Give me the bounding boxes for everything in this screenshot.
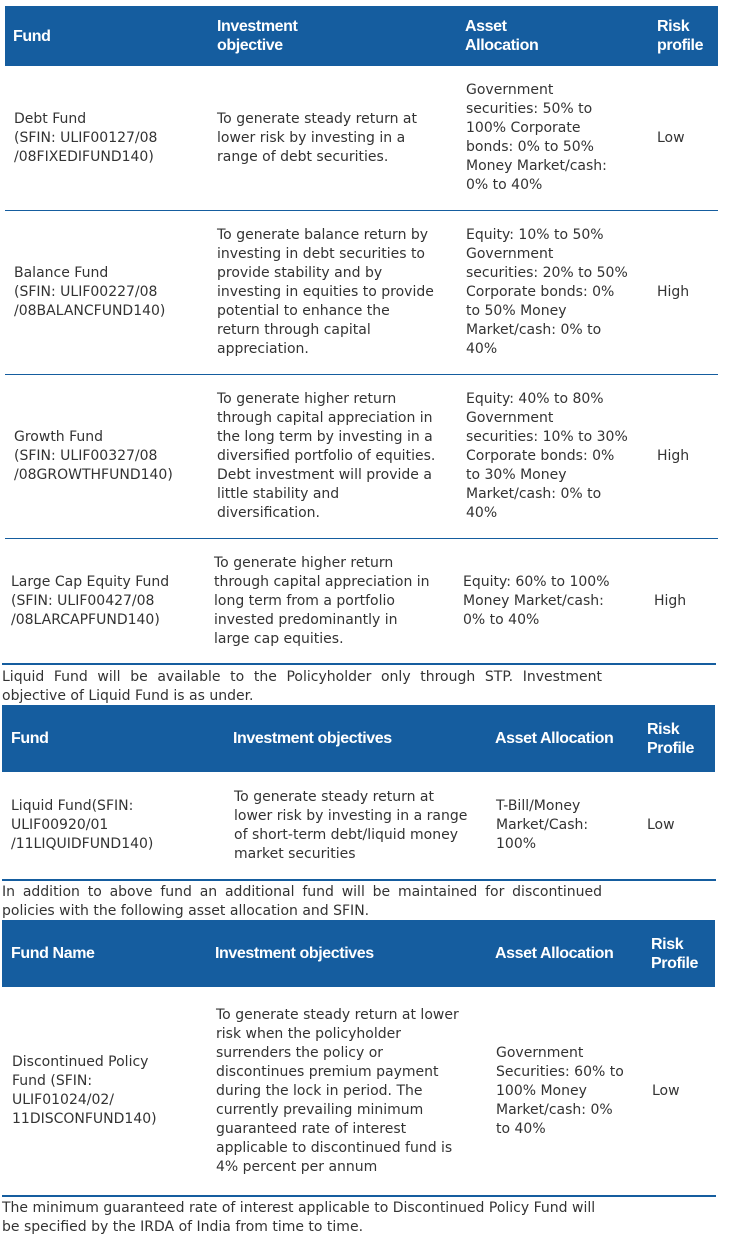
liquid-fund-table — [2, 705, 715, 879]
table-row — [2, 772, 715, 879]
column-header-risk-profile: Risk Profile — [651, 935, 698, 972]
column-header-asset-allocation: Asset Allocation — [465, 18, 539, 54]
investment-objective: To generate steady return at lower risk by investing in a range of short-term debt/liquid money market securities — [234, 788, 468, 862]
column-header-asset-allocation: Asset Allocation — [495, 730, 614, 747]
column-header-fund: Fund — [11, 730, 49, 747]
column-header-investment-objective: Investment objective — [217, 18, 298, 54]
table-row — [5, 539, 718, 663]
table-row — [5, 66, 718, 210]
risk-profile: Low — [652, 1082, 680, 1099]
fund-name: Discontinued Policy Fund (SFIN: ULIF01024/02/ 11DISCONFUND140) — [12, 1054, 157, 1127]
table-row — [2, 987, 715, 1195]
column-header-asset-allocation: Asset Allocation — [495, 945, 614, 962]
asset-allocation: Equity: 10% to 50% Government securities: 20% to 50% Corporate bonds: 0% to 50% Money Market/cash: 0% to 40% — [466, 227, 628, 357]
guaranteed-rate-note: The minimum guaranteed rate of interest applicable to Discontinued Policy Fund will be specified by the IRDA of India from time to time. — [2, 1200, 596, 1235]
column-header-risk-profile: Risk Profile — [647, 720, 694, 757]
risk-profile: Low — [657, 129, 685, 146]
fund-name: Growth Fund (SFIN: ULIF00327/08 /08GROWTHFUND140) — [14, 429, 173, 483]
risk-profile: High — [657, 448, 690, 464]
table-bottom-rule — [2, 1195, 716, 1197]
table-bottom-rule — [2, 663, 716, 665]
discontinued-fund-note: In addition to above fund an additional fund will be maintained for discontinued policies with the following asset allocation and SFIN. — [2, 884, 602, 919]
fund-name: Liquid Fund(SFIN: ULIF00920/01 /11LIQUIDFUND140) — [11, 798, 154, 852]
investment-objective: To generate balance return by investing in debt securities to provide stability and by investing in equities to provide potential to enhance the return through capital appreciation. — [217, 227, 434, 357]
risk-profile: High — [657, 284, 690, 300]
table-header — [2, 705, 715, 772]
table-header — [2, 920, 715, 987]
column-header-risk-profile: Risk profile — [657, 18, 704, 54]
discontinued-fund-table — [2, 920, 715, 1196]
asset-allocation: Government securities: 50% to 100% Corporate bonds: 0% to 50% Money Market/cash: 0% to 40% — [466, 82, 607, 193]
asset-allocation: Equity: 40% to 80% Government securities: 10% to 30% Corporate bonds: 0% to 30% Money Market/cash: 0% to 40% — [466, 391, 628, 521]
table-row — [5, 211, 718, 374]
fund-name: Large Cap Equity Fund (SFIN: ULIF00427/08 /08LARCAPFUND140) — [11, 573, 170, 628]
investment-objective: To generate steady return at lower risk by investing in a range of debt securities. — [217, 110, 417, 165]
investment-objective: To generate steady return at lower risk when the policyholder surrenders the policy or discontinues premium payment during the lock in period. The currently prevailing minimum guaranteed rate of interest applicable to discontinued fund is 4% percent per annum — [216, 1006, 459, 1175]
risk-profile: High — [654, 592, 687, 609]
column-header-fund: Fund — [13, 27, 51, 45]
fund-name: Debt Fund (SFIN: ULIF00127/08 /08FIXEDIFUND140) — [14, 110, 158, 165]
table-bottom-rule — [2, 879, 716, 881]
table-header — [5, 6, 718, 66]
fund-table-main — [5, 6, 718, 664]
investment-objective: To generate higher return through capital appreciation in the long term by investing in a diversified portfolio of equities. Debt investment will provide a little stability and diversification. — [217, 391, 436, 521]
risk-profile: Low — [647, 817, 675, 833]
asset-allocation: T-Bill/Money Market/Cash: 100% — [496, 798, 589, 852]
fund-name: Balance Fund (SFIN: ULIF00227/08 /08BALANCFUND140) — [14, 265, 166, 319]
column-header-investment-objectives: Investment objectives — [233, 730, 392, 747]
liquid-fund-note: Liquid Fund will be available to the Policyholder only through STP. Investment objective of Liquid Fund is as under. — [2, 669, 602, 704]
column-header-investment-objectives: Investment objectives — [215, 945, 374, 962]
column-header-fund-name: Fund Name — [11, 945, 95, 962]
table-row — [5, 375, 718, 538]
asset-allocation: Government Securities: 60% to 100% Money Market/cash: 0% to 40% — [496, 1044, 624, 1137]
investment-objective: To generate higher return through capital appreciation in long term from a portfolio invested predominantly in large cap equities. — [214, 554, 430, 647]
asset-allocation: Equity: 60% to 100% Money Market/cash: 0% to 40% — [463, 573, 610, 628]
